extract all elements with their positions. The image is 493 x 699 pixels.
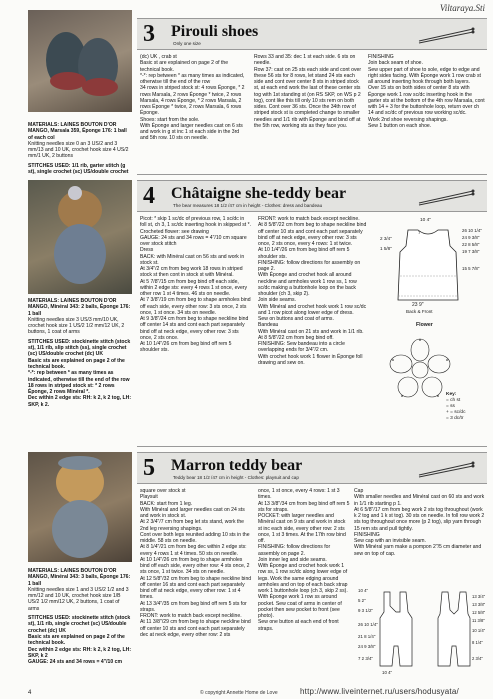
knitting-needles-icon <box>417 459 477 479</box>
section-subtitle: Only one size <box>173 41 201 46</box>
dress-height-label: 24 9 3/8" <box>462 235 480 240</box>
section-5-column-1 <box>140 488 252 682</box>
instructions-text: (dc) UK , crab st Basic st are explained on page 2 of the technical book. *-*: rep between * as many times as indicated, otherwise till the end of the row 34 rows in striped stock st: 4 rows Éponge, * 2 rows Marsala, 2 rows Éponge * twice, 2 rows Marsala, 4 rows Éponge, * 2 rows Marsala, 2 rows Éponge * twice, 2 rows Marsala, 6 rows Éponge. Shoes: start from the sole. With Éponge and larger needles cast on 6 sts and work in g st inc 1 st each side in the 3rd and 5th row. 10 sts on needle. <box>140 54 245 142</box>
playsuit-height-label: 11 3/8" <box>472 618 485 623</box>
instructions-text: once, 1 st once, every 4 rows: 1 st 3 times. At 13 3/8"/34 cm from beg bind off rem 5 sts for straps. POCKET: with larger needles and Minéral cast on 9 sts and work in stock st inc each side, every other row: 2 sts once, 1 st 3 times. At the 17th row bind off. FINISHING: follow directions for assembly on page 2. Join inner leg and side seams. With Éponge and crochet hook work 1 row ss, 1 row sc/dc along lower edge of legs. Work the same edging around armholes and on top of each back strap work 1 buttonhole loop (ch 3, skip 2 ss). With Éponge work 1 row ss around pocket. Sew coat of arms in center of pocket then sew pocket to front (see photo). Sew one button at each end of front straps. <box>258 488 350 632</box>
page-number: 4 <box>28 690 32 696</box>
section-divider <box>137 446 487 447</box>
materials-text: MATERIALS: LAINES BOUTON D'OR MANGO, Marsala 359, Éponge 176: 1 ball of each col <box>28 122 127 141</box>
playsuit-label: 10 4" <box>358 588 369 593</box>
instructions-text: FRONT: work to match back except neckline. At 8 5/8"/22 cm from beg to shape neckline bind off center 10 sts and cont each part separately bind off at neck edge, every other row: 3 sts once, 2 sts once, every 4 rows: 1 st twice. At 10 1/4"/26 cm from beg bind off rem 5 shoulder sts. FINISHING: follow directions for assembly on page 2. With Éponge and crochet hook all around neckline and armholes work 1 row ss, 1 row sc/dc making a buttonhole loop on the back shoulder (ch 3, skip 2). Join side seams. With Minéral and crochet hook work 1 row sc/dc and 1 row picot along lower edge of dress. Sew on buttons and coat of arms. Bandeau With Minéral cast on 21 sts and work in 1/1 rib. At 8 5/8"/22 cm from beg bind off. FINISHING: Sew bandeau into a circle overlapping ends for 3/4"/2 cm. With crochet hook work 1 flower in Éponge foll drawing and sew on. <box>258 216 367 366</box>
copyright-text: © copyright Annette Home de Love <box>200 690 278 696</box>
brand-logo: Viltaraya.Sti <box>439 3 485 13</box>
key-item: = ss <box>446 404 455 409</box>
playsuit-label: 9 3 1/2" <box>358 608 373 613</box>
knitting-needles-icon <box>417 25 477 45</box>
section-title: Pirouli shoes <box>171 23 259 40</box>
instructions-text: Cap With smaller needles and Minéral cast on 60 sts and work in 1/1 rib starting p 1. At 6 5/8"/17 cm from beg work 2 sts tog throughout (work k 2 tog and 1 k st tog). 30 sts on needle. In foll row work 2 sts tog throughout once more (p 2 tog), slip yarn through 15 rem sts and pull tightly. FINISHING Sew cap with an invisible seam. With Minéral yarn make a pompon 2"/5 cm diameter and sew on top of cap. <box>354 488 485 557</box>
key-title: Key: <box>446 392 457 397</box>
pirouli-shoes-photo <box>28 10 132 112</box>
section-subtitle: The bear measures 18 1/2 /47 cm in height - Clothes: dress and bandeau <box>173 203 323 208</box>
key-item: = ch st <box>446 398 461 403</box>
dress-armhole-label: 2 3/4" <box>380 236 392 241</box>
playsuit-label: 10 4" <box>382 670 393 675</box>
section-4-column-1 <box>140 216 252 442</box>
key-item: + = sc/dc <box>446 410 466 415</box>
section-4-title-band <box>137 180 487 212</box>
section-subtitle: Teddy bear 18 1/2 /47 cm in height - Clothes: playsuit and cap <box>173 475 299 480</box>
section-4-materials <box>28 298 132 408</box>
section-3-column-1 <box>140 54 248 168</box>
playsuit-height-label: 12 5/8" <box>472 610 486 615</box>
playsuit-height-label: 8 1/4" <box>472 640 483 645</box>
stitches-text: STITCHES USED: stockinette stitch (stock st), 1/1 rib, slip stitch (ss), single crochet (sc) US/double crochet (dc) UK Basic sts are explained on page 2 of the technical book. *-*: rep between * as many times as indicated, otherwise till the end of the row 18 rows in striped stock st: * 2 rows Éponge, 2 rows Minéral *. Dec within 2 edge sts: RH: k 2, k 2 tog, LH: SKP, k 2. <box>28 338 132 408</box>
playsuit-height-label: 2 3/4" <box>472 656 483 661</box>
stitches-text: STITCHES USED: 1/1 rib, garter stitch (g st), single crochet (sc) US/double crochet <box>28 162 129 176</box>
flower-label: Flower <box>416 322 433 328</box>
dress-schematic <box>378 216 488 316</box>
dress-height-label: 26 10 1/4" <box>462 228 482 233</box>
dress-side-label: 1 5/8" <box>380 246 392 251</box>
materials-text: MATERIALS: LAINES BOUTON D'OR MANGO, Minéral 343: 2 balls, Éponge 176: 1 ball <box>28 298 131 317</box>
playsuit-label: 5 2" <box>358 598 366 603</box>
playsuit-height-label: 13 3/4" <box>472 594 486 599</box>
dress-section-label: Back & Front <box>406 309 433 314</box>
instructions-text: Picot: * skip 1 sc/dc of previous row, 1 sc/dc in foll st, ch 3, 1 sc/dc inserting hook in skipped st *. Crocheted flower: see drawing GAUGE: 24 sts and 34 rows = 4"/10 cm square over stock stitch Dress BACK: with Minéral cast on 56 sts and work in stock st. At 3/4"/2 cm from beg work 18 rows in striped stock st then cont in stock st with Minéral. At 5 7/8"/15 cm from beg bind off each side, within 2 edge sts: every 4 rows 1 st once, every other row 1 st 4 times. 46 sts on needle. At 7 3/8"/19 cm from beg to shape armholes bind off each side, every other row: 3 sts once, 2 sts once, 1 st once. 34 sts on needle. At 9 3/8"/24 cm from beg to shape neckline bind off center 14 sts and cont each part separately bind off at neck edge, every other row: 3 sts once, 2 sts once. At 10 1/4"/26 cm from beg bind off rem 5 shoulder sts. <box>140 216 251 354</box>
playsuit-schematic <box>356 586 488 682</box>
section-3-title-band <box>137 18 487 50</box>
playsuit-height-label: 10 1/4" <box>472 628 486 633</box>
section-number: 4 <box>143 183 155 209</box>
section-number: 3 <box>143 21 155 47</box>
playsuit-label: 26 10 1/4" <box>358 622 378 627</box>
materials-detail: Knitting needles size 3 US/3 mm/10 UK, crochet hook size 1 US/2 1/2 mm/12 UK, 2 buttons, 1 coat of arms <box>28 316 125 336</box>
stitches-text: STITCHES USED: stockinette stitch (stock st), 1/1 rib, single crochet (sc) US/double crochet (dc) UK Basic sts are explained on page 2 of the technical book. Dec within 2 edge sts: RH: k 2, k 2 tog, LH: SKP, k 2 GAUGE: 24 sts and 34 rows = 4"/10 cm <box>28 615 132 666</box>
section-3-column-3 <box>368 54 486 168</box>
materials-detail: Knitting needles size 0 an 3 US/2 and 3 mm/13 and 10 UK, crochet hook size 4 US/2 mm/1 UK, 2 buttons <box>28 140 129 160</box>
playsuit-label: 7 2 3/4" <box>358 656 373 661</box>
dress-height-label: 19 7 3/8" <box>462 249 480 254</box>
section-5-materials <box>28 568 132 665</box>
materials-text: MATERIALS: LAINES BOUTON D'OR MANGO, Minéral 343: 3 balls, Éponge 176: 1 ball <box>28 568 131 587</box>
playsuit-label: 21 8 1/4" <box>358 634 376 639</box>
instructions-text: square over stock st Playsuit BACK: start from 1 leg. With Minéral and larger needles cast on 24 sts and work in stock st. At 2 3/4"/7 cm from beg let sts stand, work the 2nd leg reversing shapings. Cont over both legs reunited adding 10 sts in the middle. 58 sts on needle. At 8 1/4"/21 cm from beg dec within 2 edge sts: every 4 rows 1 st 4 times. 50 sts on needle. At 10 1/4"/26 cm from beg to shape armholes bind off each side, every other row: 4 sts once, 2 sts once, 1 st twice. 34 sts on needle. At 12 5/8"/32 cm from beg to shape neckline bind off center 16 sts and cont each part separately bind off at neck edge, every other row: 1 st 4 times. At 13 3/4"/35 cm from beg bind off rem 5 sts for straps. FRONT: work to match back except neckline. At 11 3/8"/29 cm from beg to shape neckline bind off center 10 sts and cont each part separately dec at neck edge, every other row: 2 sts <box>140 488 252 638</box>
section-5-title-band <box>137 452 487 484</box>
section-5-column-2 <box>258 488 350 682</box>
dress-bottom-label: 23 9" <box>412 302 424 308</box>
instructions-text: Rows 33 and 35: dec 1 st each side. 6 sts on needle. Row 37: cast on 25 sts each side and cont over these 56 sts for 8 rows, let stand 24 sts each side and cont over center 8 sts in striped stock st, at each end work the last of these center sts tog with 1st standing st (on RS SKP, on WS p 2 tog), cont like this till only 10 sts rem on both sides. Cont over 36 sts. Once the 34th row of striped stock st is completed change to smaller needles and 1/1 rib with Éponge and bind off at the 5th row, working sts as they face you. <box>254 54 362 129</box>
section-title: Marron teddy bear <box>171 457 303 474</box>
section-3-materials <box>28 122 132 175</box>
section-4-column-2 <box>258 216 370 442</box>
key-item: = 3 dc/tr <box>446 416 464 421</box>
dress-height-label: 22 8 5/8" <box>462 242 480 247</box>
marron-bear-photo <box>28 452 132 562</box>
flower-key <box>446 392 465 422</box>
flower-diagram <box>380 322 486 442</box>
dress-neck-label: 7 <box>418 230 421 235</box>
watermark-url[interactable]: http://www.liveinternet.ru/users/hodusyata/ <box>300 687 459 696</box>
section-3-column-2 <box>254 54 362 168</box>
playsuit-label: 24 9 3/8" <box>358 644 376 649</box>
playsuit-schematic-drawing <box>356 586 488 682</box>
knitting-needles-icon <box>417 187 477 207</box>
dress-height-label: 15 5 7/8" <box>462 266 480 271</box>
playsuit-height-label: 13 3/8" <box>472 602 486 607</box>
materials-detail: Knitting needles size 1 and 3 US/2 1/2 and 3 mm/12 and 10 UK, crochet hook size 1/B US/2 1/2 mm/12 UK, 2 buttons, 1 coat of arms <box>28 586 129 612</box>
dress-width-label: 10 4" <box>420 218 432 223</box>
instructions-text: FINISHING Join back seam of shoe. Sew upper part of shoe to sole, edge to edge and right sides facing. With Éponge work 1 row crab st all around inserting hook through both layers. Over 15 sts on both sides of center 8 sts with Éponge work 1 row sc/dc inserting hook in the garter sts at the bottom of the 4th row Marsala, cont with 14 + 3 for the buttonhole loop, return over ch 14 and sc/dc of previous row working sc/dc. Work 2nd shoe reversing shapings. Sew 1 button on each shoe. <box>368 54 485 129</box>
chataigne-bear-photo <box>28 180 132 294</box>
section-title: Châtaigne she-teddy bear <box>171 185 347 202</box>
section-divider <box>137 174 487 175</box>
section-number: 5 <box>143 455 155 481</box>
section-5-column-3 <box>354 488 486 584</box>
